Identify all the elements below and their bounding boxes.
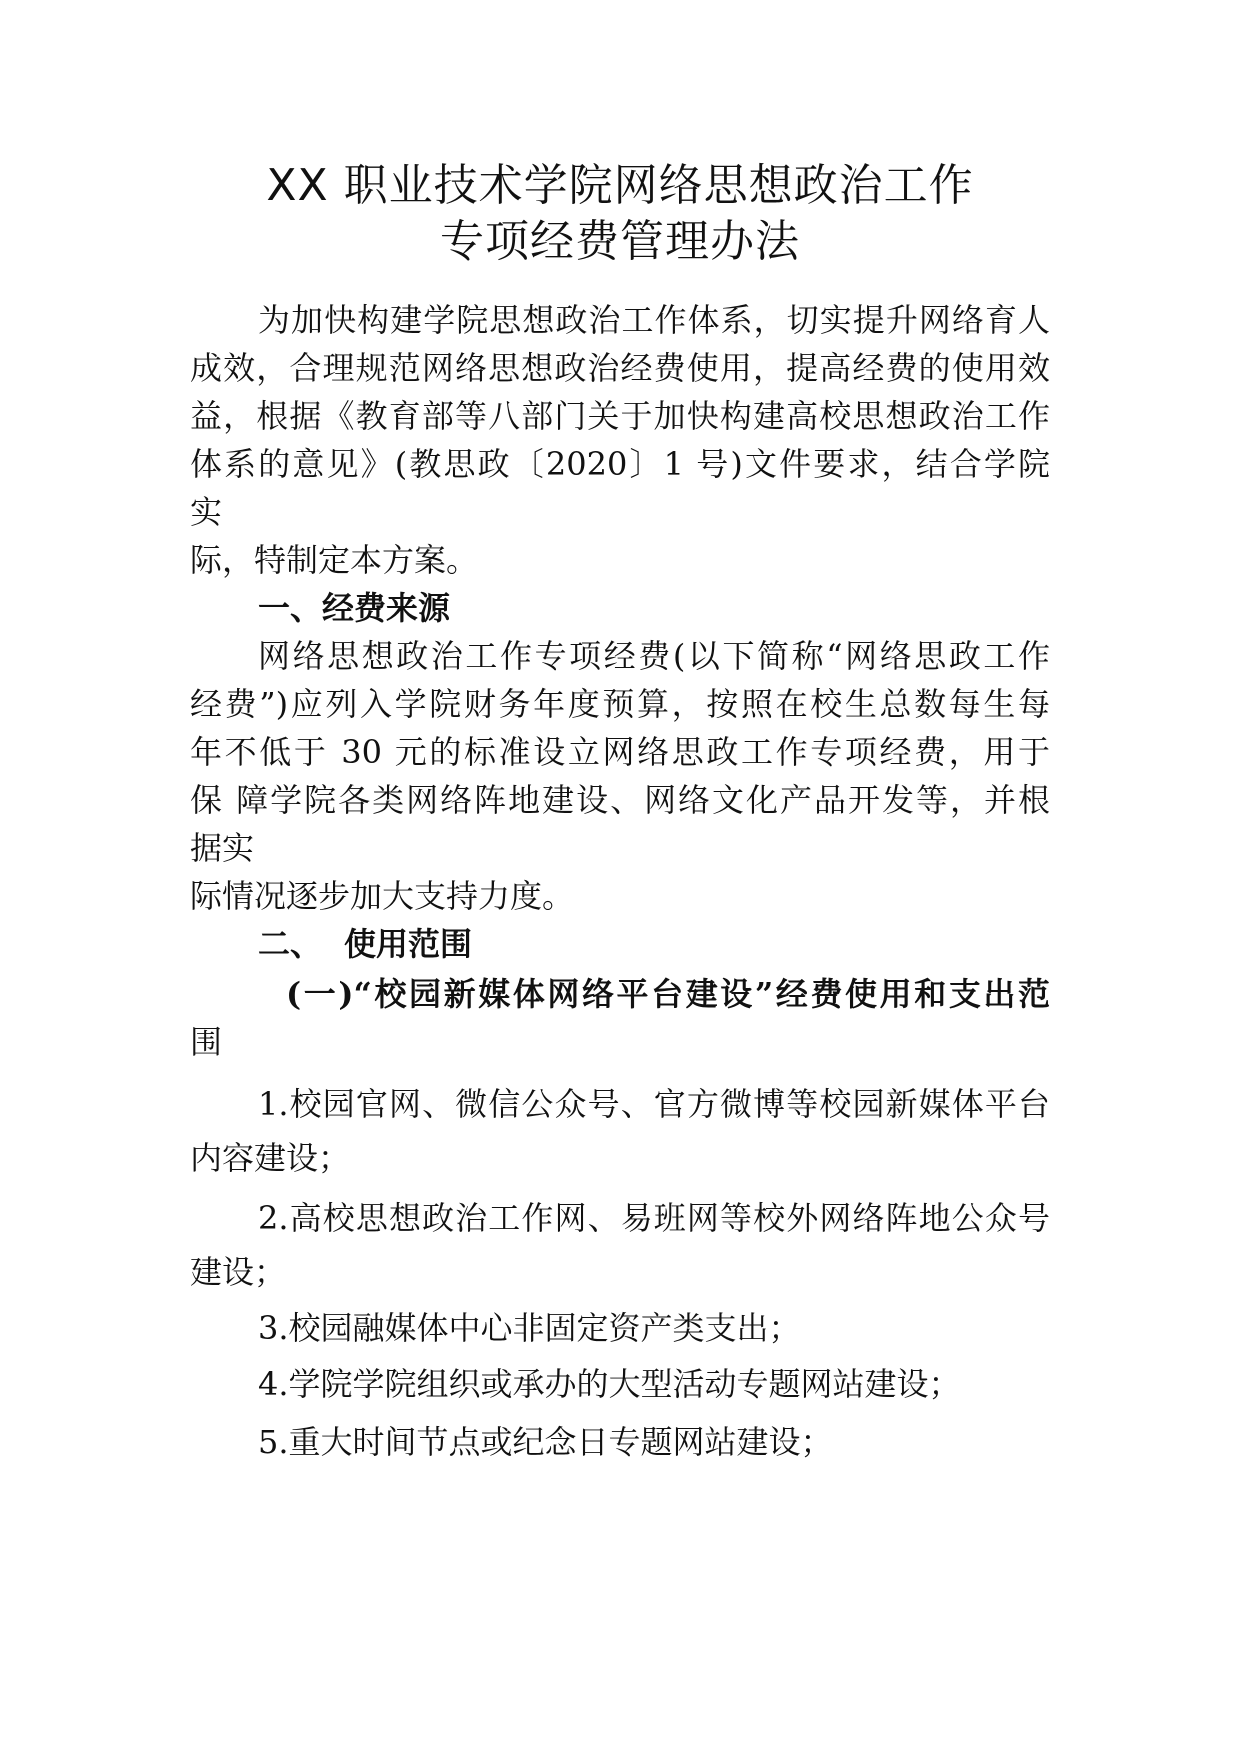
section-1-heading: 一、经费来源 (258, 589, 451, 627)
document-title-line-1: XX 职业技术学院网络思想政治工作 (266, 160, 974, 211)
list-item-5: 5.重大时间节点或纪念日专题网站建设； (258, 1423, 833, 1461)
section-1-line-4: 保 障学院各类网络阵地建设、网络文化产品开发等，并根 (190, 781, 1050, 819)
intro-line-5: 实 (190, 493, 223, 531)
list-item-2-line-2: 建设； (190, 1253, 287, 1291)
section-2-heading-text: 使用范围 (344, 925, 473, 963)
intro-line-2: 成效，合理规范网络思想政治经费使用，提高经费的使用效 (190, 349, 1050, 387)
section-1-line-1: 网络思想政治工作专项经费(以下简称“网络思政工作 (258, 637, 1050, 675)
list-item-1-line-2: 内容建设； (190, 1139, 351, 1177)
subsection-1-heading: (一)“校园新媒体网络平台建设”经费使用和支出范 (286, 975, 1050, 1013)
intro-line-3: 益，根据《教育部等八部门关于加快构建高校思想政治工作 (190, 397, 1050, 435)
section-1-line-6: 际情况逐步加大支持力度。 (190, 877, 575, 915)
section-1-line-3: 年不低于 30 元的标准设立网络思政工作专项经费，用于 (190, 733, 1050, 771)
section-2-heading (258, 922, 472, 966)
document-title-line-2: 专项经费管理办法 (440, 216, 800, 267)
section-1-line-2: 经费”)应列入学院财务年度预算，按照在校生总数每生每 (190, 685, 1050, 723)
list-item-4: 4.学院学院组织或承办的大型活动专题网站建设； (258, 1365, 961, 1403)
list-item-3: 3.校园融媒体中心非固定资产类支出； (258, 1309, 801, 1347)
intro-line-6: 际，特制定本方案。 (190, 541, 479, 579)
intro-line-1: 为加快构建学院思想政治工作体系，切实提升网络育人 (258, 301, 1050, 339)
subsection-1-heading-continued: 围 (190, 1023, 223, 1061)
section-1-line-5: 据实 (190, 829, 255, 867)
intro-line-4: 体系的意见》(教思政〔2020〕1 号)文件要求，结合学院 (190, 445, 1050, 483)
list-item-2-line-1: 2.高校思想政治工作网、易班网等校外网络阵地公众号 (258, 1199, 1050, 1237)
list-item-1-line-1: 1.校园官网、微信公众号、官方微博等校园新媒体平台 (258, 1085, 1050, 1123)
section-2-heading-number: 二、 (258, 925, 323, 963)
